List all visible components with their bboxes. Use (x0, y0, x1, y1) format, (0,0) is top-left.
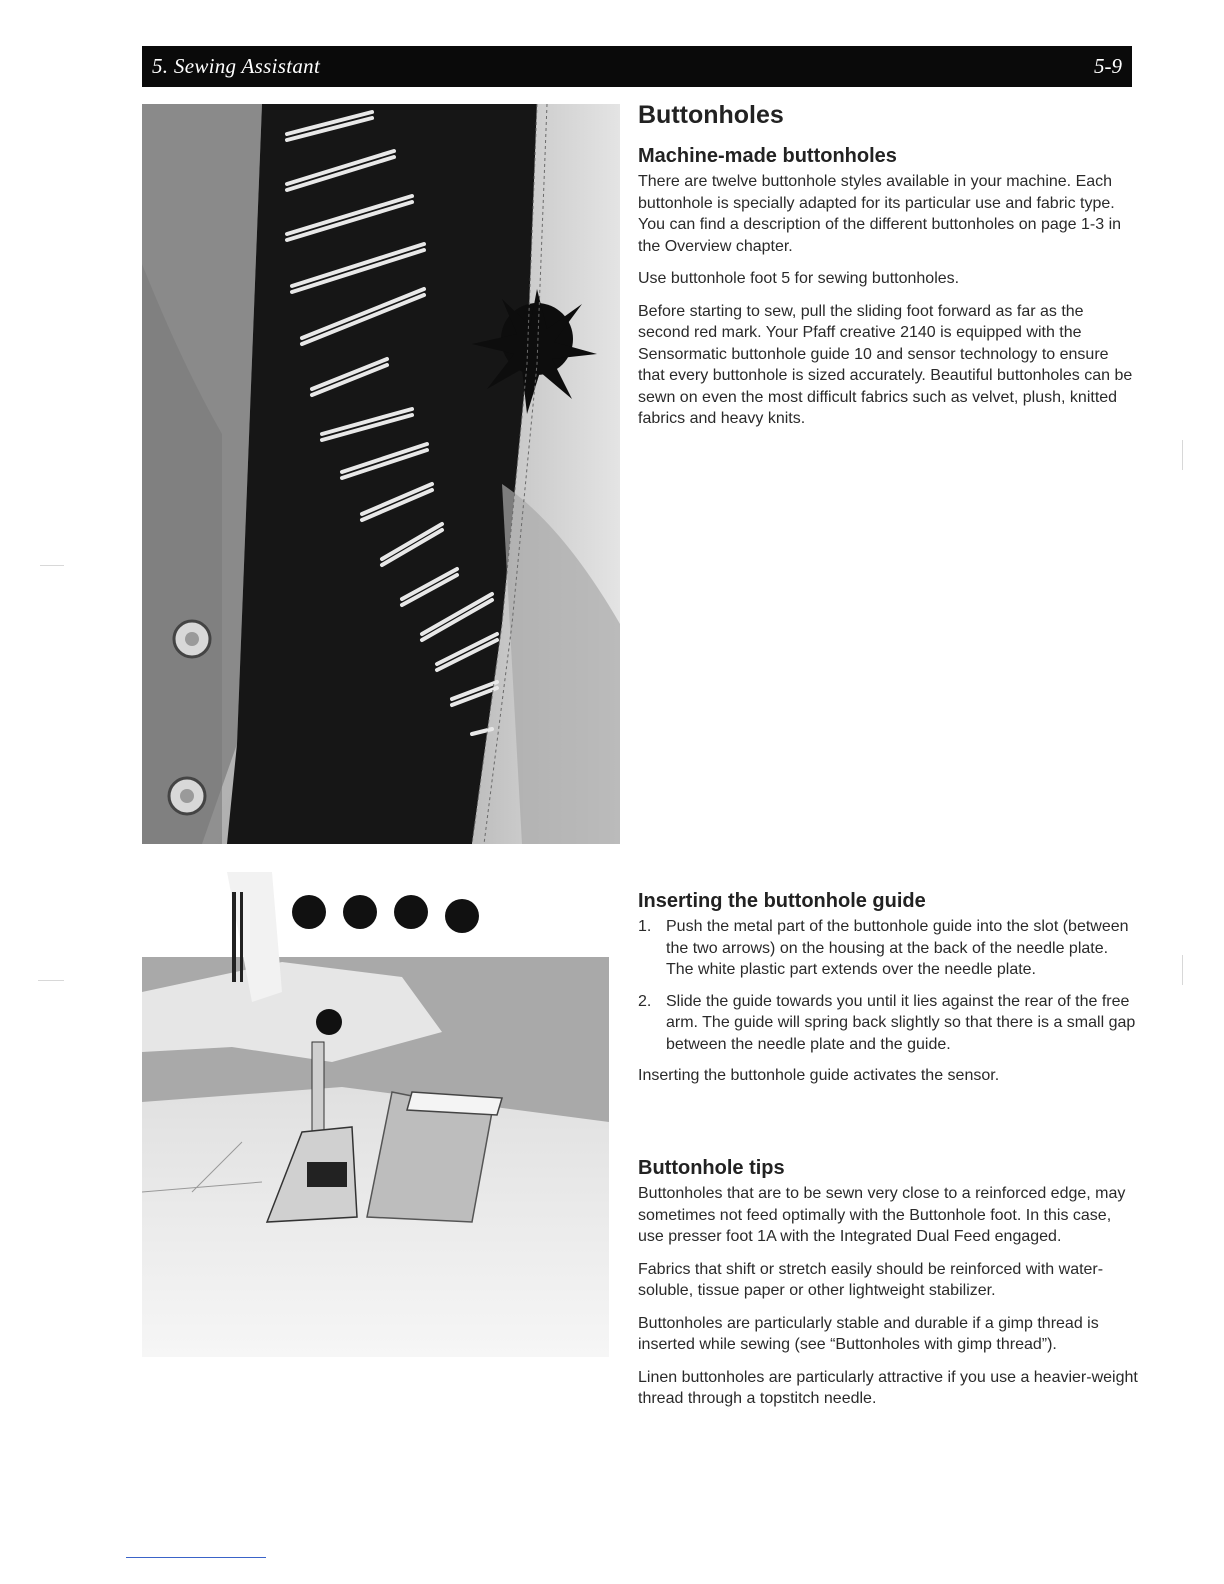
paragraph: Before starting to sew, pull the sliding foot forward as far as the second red mark. Your Pfaff creative 2140 is equipped with the Sensormatic buttonhole guide 10 and sensor technology to ensure that every buttonhole is sized accurately. Beautiful buttonholes can be sewn on even the most difficult fabrics such as velvet, plush, knitted fabrics and heavy knits. (638, 302, 1133, 427)
section-title: 5. Sewing Assistant (152, 54, 321, 78)
page-number: 5-9 (1094, 54, 1122, 78)
tips-section (638, 1156, 1138, 1421)
paragraph: Linen buttonholes are particularly attractive if you use a heavier-weight thread through a topstitch needle. (638, 1368, 1138, 1407)
subsection-heading: Inserting the buttonhole guide (638, 890, 926, 912)
bottom-rule (126, 1557, 266, 1558)
step-number: 2. (638, 992, 652, 1010)
section-heading: Buttonholes (638, 101, 784, 129)
page-header (142, 46, 1132, 87)
inserting-guide-section (638, 889, 1138, 1098)
paragraph: Fabrics that shift or stretch easily should be reinforced with water-soluble, tissue paper or other lightweight stabilizer. (638, 1260, 1104, 1299)
scan-mark (1182, 955, 1183, 985)
list-item (638, 991, 1138, 1056)
coat-button-upper (174, 621, 210, 657)
buttonhole-vest-photo (142, 104, 620, 844)
step-number: 1. (638, 918, 652, 935)
paragraph: Buttonholes that are to be sewn very close to a reinforced edge, may sometimes not feed optimally with the Buttonhole foot. In this case, use presser foot 1A with the Integrated Dual Feed engaged. (638, 1185, 1126, 1245)
paragraph: Inserting the buttonhole guide activates the sensor. (638, 1067, 1000, 1084)
buttonhole-guide-photo (142, 872, 609, 1357)
subsection-heading: Buttonhole tips (638, 1157, 785, 1179)
list-item (638, 916, 1138, 981)
step-text: Slide the guide towards you until it lies against the rear of the free arm. The guide will spring back slightly so that there is a small gap between the needle plate and the guide. (666, 992, 1136, 1053)
paragraph: Use buttonhole foot 5 for sewing buttonholes. (638, 270, 960, 287)
buttonholes-section (638, 100, 1138, 441)
steps-list (638, 916, 1138, 1055)
step-text: Push the metal part of the buttonhole guide into the slot (between the two arrows) on the housing at the back of the needle plate. The white plastic part extends over the needle plate. (666, 918, 1129, 978)
paragraph: There are twelve buttonhole styles available in your machine. Each buttonhole is specially adapted for its particular use and fabric type. You can find a description of the different buttonholes on page 1-3 in the Overview chapter. (638, 173, 1122, 255)
paragraph: Buttonholes are particularly stable and durable if a gimp thread is inserted while sewing (see “Buttonholes with gimp thread”). (638, 1314, 1099, 1353)
scan-mark (1182, 440, 1183, 470)
scan-mark (38, 980, 64, 981)
scan-mark (40, 565, 64, 566)
subsection-heading: Machine-made buttonholes (638, 145, 897, 167)
